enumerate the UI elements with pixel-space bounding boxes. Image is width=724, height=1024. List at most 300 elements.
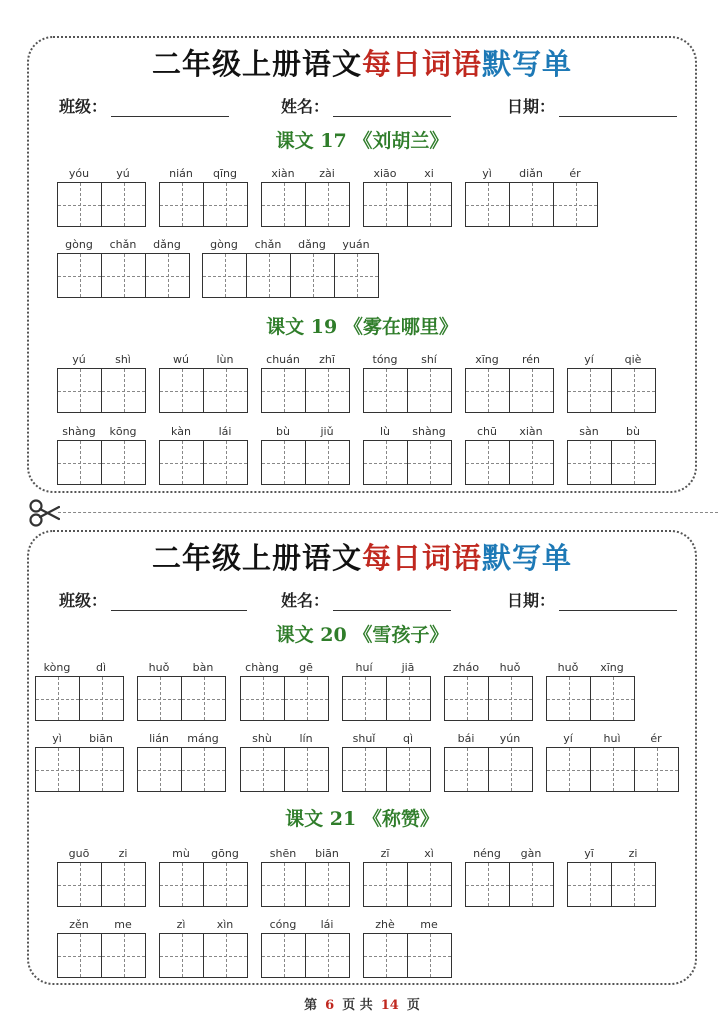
writing-cell[interactable] bbox=[489, 748, 532, 791]
pinyin-syllable: gōng bbox=[211, 847, 239, 860]
pinyin-syllable: xiàn bbox=[271, 167, 295, 180]
writing-grid bbox=[35, 747, 124, 792]
word-box bbox=[261, 846, 350, 907]
pinyin-syllable: chǎn bbox=[109, 238, 137, 251]
pinyin-syllable: chuán bbox=[266, 353, 300, 366]
pinyin-syllable: yóu bbox=[68, 167, 90, 180]
writing-grid bbox=[465, 440, 554, 485]
writing-grid bbox=[546, 676, 635, 721]
pinyin-row bbox=[35, 660, 124, 676]
writing-grid bbox=[444, 747, 533, 792]
pinyin-syllable: huì bbox=[603, 732, 621, 745]
class-field[interactable] bbox=[59, 94, 229, 117]
writing-cell[interactable] bbox=[568, 369, 612, 412]
pinyin-row bbox=[57, 424, 146, 440]
student-info-row bbox=[29, 588, 695, 614]
pinyin-syllable: kàn bbox=[171, 425, 191, 438]
pinyin-syllable: gòng bbox=[65, 238, 93, 251]
writing-cell[interactable] bbox=[36, 748, 80, 791]
date-blank[interactable] bbox=[559, 98, 677, 117]
pinyin-syllable: mù bbox=[172, 847, 190, 860]
word-box bbox=[546, 731, 679, 792]
writing-cell[interactable] bbox=[80, 748, 123, 791]
writing-cell[interactable] bbox=[160, 441, 204, 484]
pinyin-row bbox=[261, 424, 350, 440]
writing-grid bbox=[465, 862, 554, 907]
writing-grid bbox=[137, 676, 226, 721]
pinyin-syllable: kōng bbox=[109, 425, 137, 438]
writing-cell[interactable] bbox=[408, 369, 451, 412]
name-blank[interactable] bbox=[333, 98, 451, 117]
writing-cell[interactable] bbox=[408, 934, 451, 977]
title-part-daily-words: 每日词语 bbox=[361, 541, 482, 575]
pinyin-row bbox=[159, 424, 248, 440]
writing-cell[interactable] bbox=[58, 369, 102, 412]
pinyin-row bbox=[159, 917, 248, 933]
writing-grid bbox=[465, 368, 554, 413]
writing-cell[interactable] bbox=[204, 369, 247, 412]
writing-cell[interactable] bbox=[58, 441, 102, 484]
writing-cell[interactable] bbox=[547, 677, 591, 720]
word-box bbox=[137, 731, 226, 792]
writing-cell[interactable] bbox=[364, 863, 408, 906]
pinyin-row bbox=[444, 731, 533, 747]
word-box bbox=[137, 660, 226, 721]
date-label: 日期： bbox=[507, 591, 556, 610]
lesson-title: 课文 19 《雾在哪里》 bbox=[266, 316, 458, 338]
pinyin-syllable: gàn bbox=[520, 847, 542, 860]
class-field[interactable] bbox=[59, 588, 247, 611]
writing-cell[interactable] bbox=[160, 369, 204, 412]
writing-cell[interactable] bbox=[262, 934, 306, 977]
writing-cell[interactable] bbox=[58, 863, 102, 906]
writing-cell[interactable] bbox=[204, 934, 247, 977]
pinyin-row bbox=[159, 166, 248, 182]
pinyin-row bbox=[363, 424, 452, 440]
word-box bbox=[261, 166, 350, 227]
pinyin-syllable: dì bbox=[95, 661, 107, 674]
writing-cell[interactable] bbox=[387, 748, 430, 791]
writing-grid bbox=[567, 862, 656, 907]
writing-cell[interactable] bbox=[387, 677, 430, 720]
writing-grid bbox=[546, 747, 679, 792]
writing-grid bbox=[202, 253, 379, 298]
writing-cell[interactable] bbox=[306, 863, 349, 906]
class-blank[interactable] bbox=[111, 592, 247, 611]
writing-cell[interactable] bbox=[306, 183, 349, 226]
word-box bbox=[57, 237, 190, 298]
pinyin-row bbox=[465, 846, 554, 862]
pinyin-row bbox=[567, 424, 656, 440]
writing-grid bbox=[444, 676, 533, 721]
writing-cell[interactable] bbox=[58, 183, 102, 226]
writing-cell[interactable] bbox=[612, 369, 655, 412]
sheet-title bbox=[29, 536, 695, 577]
title-part-daily-words: 每日词语 bbox=[361, 47, 482, 81]
writing-cell[interactable] bbox=[58, 254, 102, 297]
cut-line bbox=[58, 512, 718, 513]
word-box bbox=[342, 731, 431, 792]
pinyin-syllable: guō bbox=[68, 847, 90, 860]
pinyin-syllable: biān bbox=[89, 732, 113, 745]
pinyin-syllable: lián bbox=[149, 732, 169, 745]
pinyin-syllable: yí bbox=[563, 732, 573, 745]
word-box bbox=[240, 660, 329, 721]
writing-cell[interactable] bbox=[204, 441, 247, 484]
writing-grid bbox=[57, 182, 146, 227]
scissors-icon bbox=[28, 498, 60, 528]
pinyin-syllable: shàng bbox=[62, 425, 96, 438]
name-field[interactable] bbox=[281, 94, 451, 117]
class-label: 班级： bbox=[59, 591, 108, 610]
writing-cell[interactable] bbox=[510, 369, 553, 412]
writing-cell[interactable] bbox=[306, 441, 349, 484]
pinyin-syllable: nián bbox=[169, 167, 193, 180]
writing-cell[interactable] bbox=[547, 748, 591, 791]
pinyin-syllable: zi bbox=[628, 847, 638, 860]
word-box bbox=[546, 660, 635, 721]
word-box bbox=[57, 424, 146, 485]
writing-grid bbox=[57, 933, 146, 978]
pinyin-syllable: yú bbox=[116, 167, 130, 180]
pinyin-row bbox=[57, 166, 146, 182]
pinyin-syllable: huǒ bbox=[148, 661, 170, 674]
pinyin-syllable: sàn bbox=[579, 425, 599, 438]
writing-grid bbox=[363, 933, 452, 978]
writing-cell[interactable] bbox=[466, 183, 510, 226]
pinyin-syllable: xīng bbox=[600, 661, 624, 674]
word-box bbox=[159, 166, 248, 227]
writing-cell[interactable] bbox=[36, 677, 80, 720]
pinyin-syllable: chǎn bbox=[254, 238, 282, 251]
pinyin-syllable: zhè bbox=[375, 918, 395, 931]
pinyin-syllable: xiāo bbox=[373, 167, 397, 180]
word-box bbox=[159, 917, 248, 978]
pinyin-syllable: yì bbox=[482, 167, 492, 180]
writing-cell[interactable] bbox=[262, 441, 306, 484]
writing-cell[interactable] bbox=[408, 441, 451, 484]
writing-cell[interactable] bbox=[262, 863, 306, 906]
writing-cell[interactable] bbox=[102, 254, 146, 297]
writing-cell[interactable] bbox=[466, 369, 510, 412]
pinyin-syllable: ér bbox=[569, 167, 581, 180]
writing-grid bbox=[342, 676, 431, 721]
word-box bbox=[261, 424, 350, 485]
writing-cell[interactable] bbox=[182, 748, 225, 791]
pinyin-row bbox=[363, 917, 452, 933]
writing-grid bbox=[363, 862, 452, 907]
writing-cell[interactable] bbox=[364, 441, 408, 484]
word-box bbox=[465, 352, 554, 413]
writing-cell[interactable] bbox=[612, 441, 655, 484]
writing-cell[interactable] bbox=[102, 441, 145, 484]
name-field[interactable] bbox=[281, 588, 451, 611]
writing-cell[interactable] bbox=[364, 183, 408, 226]
writing-grid bbox=[159, 440, 248, 485]
word-box bbox=[261, 352, 350, 413]
word-box bbox=[57, 917, 146, 978]
pinyin-row bbox=[546, 731, 679, 747]
writing-cell[interactable] bbox=[160, 934, 204, 977]
pinyin-syllable: lái bbox=[320, 918, 334, 931]
writing-cell[interactable] bbox=[445, 677, 489, 720]
date-field[interactable] bbox=[507, 588, 677, 611]
writing-cell[interactable] bbox=[138, 748, 182, 791]
date-blank[interactable] bbox=[559, 592, 677, 611]
writing-cell[interactable] bbox=[247, 254, 291, 297]
writing-grid bbox=[567, 440, 656, 485]
pinyin-syllable: ér bbox=[650, 732, 662, 745]
pinyin-syllable: yī bbox=[584, 847, 594, 860]
pinyin-syllable: biān bbox=[315, 847, 339, 860]
writing-cell[interactable] bbox=[510, 863, 553, 906]
writing-cell[interactable] bbox=[408, 183, 451, 226]
writing-cell[interactable] bbox=[146, 254, 189, 297]
footer-prefix: 第 bbox=[304, 998, 318, 1013]
date-label: 日期： bbox=[507, 97, 556, 116]
writing-grid bbox=[465, 182, 598, 227]
date-field[interactable] bbox=[507, 94, 677, 117]
pinyin-row bbox=[35, 731, 124, 747]
pinyin-syllable: shì bbox=[115, 353, 131, 366]
writing-grid bbox=[261, 440, 350, 485]
writing-cell[interactable] bbox=[102, 369, 145, 412]
writing-cell[interactable] bbox=[408, 863, 451, 906]
pinyin-syllable: xìn bbox=[216, 918, 234, 931]
pinyin-row bbox=[444, 660, 533, 676]
writing-grid bbox=[57, 253, 190, 298]
lesson-title: 课文 20 《雪孩子》 bbox=[275, 624, 449, 646]
word-box bbox=[465, 166, 598, 227]
pinyin-syllable: rén bbox=[521, 353, 541, 366]
writing-cell[interactable] bbox=[262, 369, 306, 412]
writing-cell[interactable] bbox=[510, 441, 553, 484]
pinyin-syllable: bái bbox=[457, 732, 475, 745]
writing-cell[interactable] bbox=[58, 934, 102, 977]
writing-cell[interactable] bbox=[489, 677, 532, 720]
title-part-grade: 二年级上册语文 bbox=[151, 541, 362, 575]
pinyin-syllable: néng bbox=[473, 847, 501, 860]
writing-grid bbox=[261, 862, 350, 907]
word-box bbox=[567, 424, 656, 485]
pinyin-syllable: gòng bbox=[210, 238, 238, 251]
word-box bbox=[567, 846, 656, 907]
pinyin-row bbox=[465, 424, 554, 440]
writing-cell[interactable] bbox=[241, 677, 285, 720]
pinyin-syllable: qiè bbox=[624, 353, 642, 366]
writing-cell[interactable] bbox=[510, 183, 554, 226]
pinyin-row bbox=[57, 352, 146, 368]
pinyin-syllable: lù bbox=[379, 425, 391, 438]
class-blank[interactable] bbox=[111, 98, 229, 117]
pinyin-row bbox=[137, 731, 226, 747]
word-box bbox=[57, 352, 146, 413]
writing-grid bbox=[261, 182, 350, 227]
writing-cell[interactable] bbox=[335, 254, 378, 297]
writing-cell[interactable] bbox=[285, 748, 328, 791]
writing-cell[interactable] bbox=[568, 863, 612, 906]
pinyin-syllable: bàn bbox=[192, 661, 214, 674]
title-part-dictation: 默写单 bbox=[482, 541, 573, 575]
writing-cell[interactable] bbox=[466, 863, 510, 906]
word-box bbox=[465, 424, 554, 485]
writing-cell[interactable] bbox=[204, 863, 247, 906]
writing-cell[interactable] bbox=[203, 254, 247, 297]
writing-cell[interactable] bbox=[182, 677, 225, 720]
word-box bbox=[363, 424, 452, 485]
pinyin-syllable: tóng bbox=[372, 353, 398, 366]
pinyin-row bbox=[57, 917, 146, 933]
word-box bbox=[567, 352, 656, 413]
pinyin-row bbox=[342, 731, 431, 747]
pinyin-syllable: dǎng bbox=[298, 238, 326, 251]
writing-cell[interactable] bbox=[554, 183, 597, 226]
pinyin-syllable: shù bbox=[252, 732, 272, 745]
writing-grid bbox=[57, 440, 146, 485]
word-box bbox=[35, 731, 124, 792]
writing-cell[interactable] bbox=[102, 183, 145, 226]
writing-grid bbox=[342, 747, 431, 792]
pinyin-syllable: shēn bbox=[269, 847, 297, 860]
word-box bbox=[57, 846, 146, 907]
word-box bbox=[363, 352, 452, 413]
writing-cell[interactable] bbox=[291, 254, 335, 297]
writing-cell[interactable] bbox=[612, 863, 655, 906]
pinyin-syllable: lín bbox=[299, 732, 313, 745]
pinyin-syllable: me bbox=[420, 918, 438, 931]
pinyin-row bbox=[363, 352, 452, 368]
pinyin-syllable: xiàn bbox=[519, 425, 543, 438]
pinyin-row bbox=[240, 731, 329, 747]
writing-grid bbox=[35, 676, 124, 721]
writing-cell[interactable] bbox=[364, 934, 408, 977]
writing-cell[interactable] bbox=[591, 677, 634, 720]
writing-cell[interactable] bbox=[160, 183, 204, 226]
pinyin-syllable: xi bbox=[424, 167, 434, 180]
writing-cell[interactable] bbox=[568, 441, 612, 484]
writing-cell[interactable] bbox=[285, 677, 328, 720]
writing-grid bbox=[57, 862, 146, 907]
pinyin-row bbox=[261, 352, 350, 368]
pinyin-syllable: shàng bbox=[412, 425, 446, 438]
writing-cell[interactable] bbox=[102, 863, 145, 906]
name-blank[interactable] bbox=[333, 592, 451, 611]
writing-grid bbox=[159, 933, 248, 978]
pinyin-row bbox=[261, 917, 350, 933]
writing-grid bbox=[240, 676, 329, 721]
footer-middle: 页 共 bbox=[342, 998, 373, 1013]
word-box bbox=[342, 660, 431, 721]
writing-grid bbox=[567, 368, 656, 413]
pinyin-row bbox=[240, 660, 329, 676]
pinyin-syllable: zī bbox=[380, 847, 390, 860]
writing-cell[interactable] bbox=[204, 183, 247, 226]
pinyin-syllable: xì bbox=[424, 847, 434, 860]
writing-cell[interactable] bbox=[466, 441, 510, 484]
word-box bbox=[444, 731, 533, 792]
word-box bbox=[363, 846, 452, 907]
word-box bbox=[35, 660, 124, 721]
pinyin-syllable: zhī bbox=[319, 353, 335, 366]
pinyin-syllable: huǒ bbox=[499, 661, 521, 674]
word-box bbox=[444, 660, 533, 721]
writing-grid bbox=[261, 368, 350, 413]
writing-cell[interactable] bbox=[343, 748, 387, 791]
pinyin-row bbox=[137, 660, 226, 676]
pinyin-syllable: zi bbox=[118, 847, 128, 860]
pinyin-row bbox=[159, 352, 248, 368]
writing-cell[interactable] bbox=[364, 369, 408, 412]
writing-grid bbox=[159, 182, 248, 227]
pinyin-row bbox=[546, 660, 635, 676]
writing-cell[interactable] bbox=[160, 863, 204, 906]
word-box bbox=[159, 846, 248, 907]
page-footer bbox=[0, 994, 724, 1013]
name-label: 姓名： bbox=[281, 591, 330, 610]
pinyin-syllable: kòng bbox=[43, 661, 71, 674]
pinyin-row bbox=[57, 846, 146, 862]
writing-cell[interactable] bbox=[445, 748, 489, 791]
writing-cell[interactable] bbox=[138, 677, 182, 720]
pinyin-syllable: jiā bbox=[401, 661, 415, 674]
writing-cell[interactable] bbox=[306, 934, 349, 977]
pinyin-row bbox=[57, 237, 190, 253]
writing-cell[interactable] bbox=[591, 748, 635, 791]
word-box bbox=[363, 166, 452, 227]
word-box bbox=[363, 917, 452, 978]
writing-cell[interactable] bbox=[343, 677, 387, 720]
writing-grid bbox=[363, 440, 452, 485]
word-box bbox=[57, 166, 146, 227]
writing-grid bbox=[261, 933, 350, 978]
pinyin-syllable: huí bbox=[355, 661, 373, 674]
writing-cell[interactable] bbox=[306, 369, 349, 412]
writing-cell[interactable] bbox=[102, 934, 145, 977]
pinyin-syllable: jiǔ bbox=[320, 425, 334, 438]
pinyin-syllable: zì bbox=[176, 918, 186, 931]
writing-grid bbox=[57, 368, 146, 413]
pinyin-row bbox=[363, 846, 452, 862]
pinyin-syllable: huǒ bbox=[557, 661, 579, 674]
writing-grid bbox=[159, 368, 248, 413]
writing-cell[interactable] bbox=[241, 748, 285, 791]
pinyin-syllable: lái bbox=[218, 425, 232, 438]
class-label: 班级： bbox=[59, 97, 108, 116]
word-box bbox=[240, 731, 329, 792]
sheet-title bbox=[29, 42, 695, 83]
pinyin-syllable: shí bbox=[421, 353, 437, 366]
pinyin-syllable: me bbox=[114, 918, 132, 931]
lesson-title: 课文 17 《刘胡兰》 bbox=[275, 130, 449, 152]
writing-cell[interactable] bbox=[635, 748, 678, 791]
name-label: 姓名： bbox=[281, 97, 330, 116]
pinyin-syllable: diǎn bbox=[519, 167, 543, 180]
pinyin-syllable: bù bbox=[276, 425, 290, 438]
current-page-number: 6 bbox=[325, 998, 335, 1013]
pinyin-row bbox=[202, 237, 379, 253]
writing-cell[interactable] bbox=[262, 183, 306, 226]
pinyin-syllable: xīng bbox=[475, 353, 499, 366]
pinyin-syllable: chū bbox=[477, 425, 497, 438]
pinyin-row bbox=[465, 166, 598, 182]
pinyin-row bbox=[159, 846, 248, 862]
pinyin-row bbox=[567, 352, 656, 368]
writing-grid bbox=[159, 862, 248, 907]
pinyin-row bbox=[567, 846, 656, 862]
pinyin-row bbox=[342, 660, 431, 676]
writing-cell[interactable] bbox=[80, 677, 123, 720]
pinyin-row bbox=[363, 166, 452, 182]
